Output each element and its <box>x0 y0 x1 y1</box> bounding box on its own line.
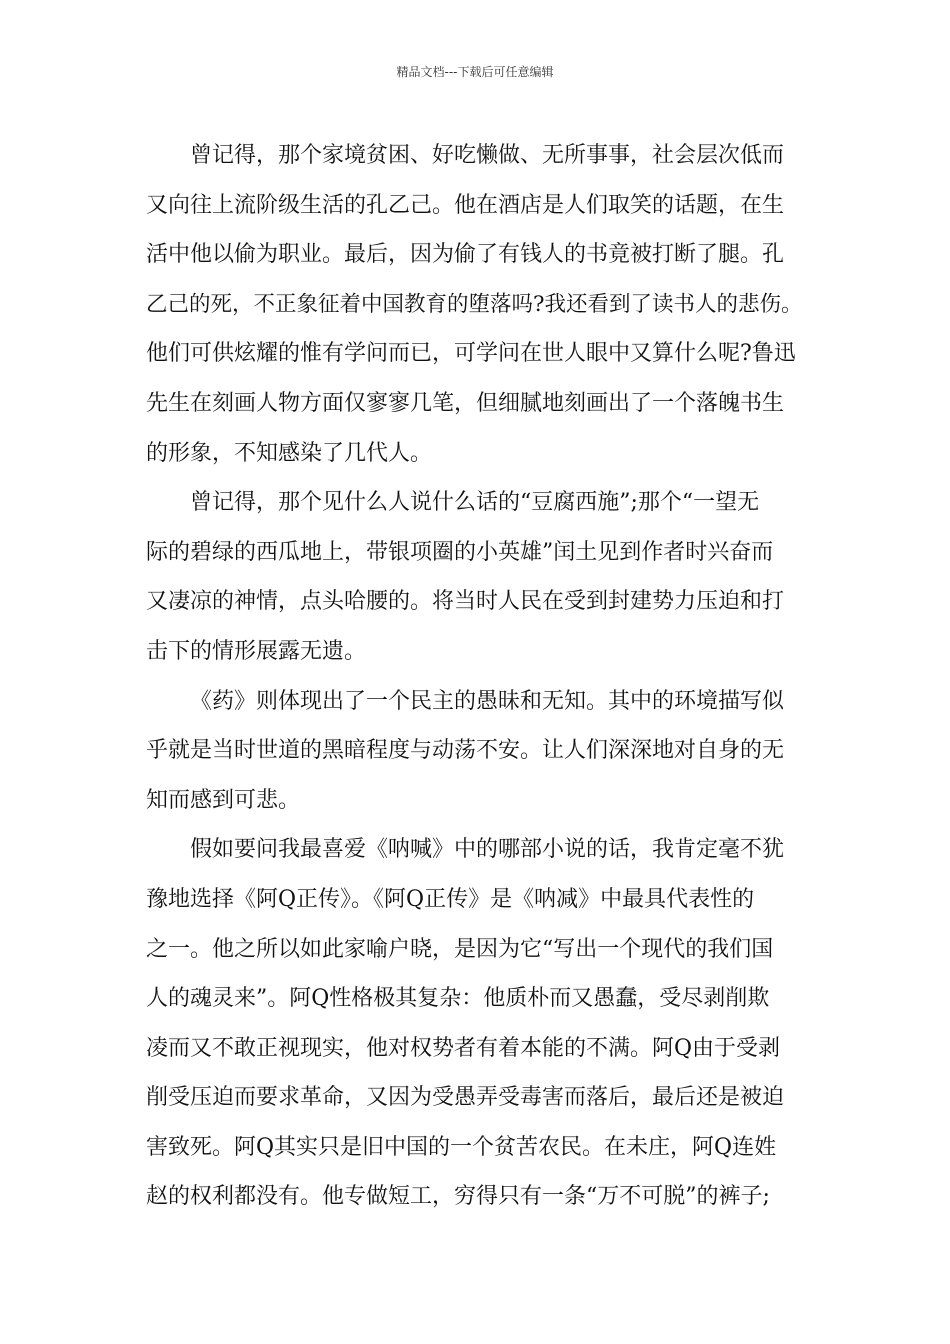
text-line: 乎就是当时世道的黑暗程度与动荡不安。让人们深深地对自身的无 <box>146 738 785 764</box>
text-line: 凌而又不敢正视现实，他对权势者有着本能的不满。阿Q由于受剥 <box>146 1035 781 1061</box>
text-line: 先生在刻画人物方面仅寥寥几笔，但细腻地刻画出了一个落魄书生 <box>146 390 785 416</box>
text-line: 假如要问我最喜爱《呐喊》中的哪部小说的话，我肯定毫不犹 <box>190 837 785 863</box>
text-line: 活中他以偷为职业。最后，因为偷了有钱人的书竟被打断了腿。孔 <box>146 242 785 268</box>
text-line: 豫地选择《阿Q正传》。《阿Q正传》是《呐减》中最具代表性的 <box>146 886 755 912</box>
text-line: 知而感到可悲。 <box>146 787 301 813</box>
text-line: 害致死。阿Q其实只是旧中国的一个贫苦农民。在未庄，阿Q连姓 <box>146 1134 777 1160</box>
text-line: 击下的情形展露无遗。 <box>146 638 367 664</box>
text-line: 又凄凉的神情，点头哈腰的。将当时人民在受到封建势力压迫和打 <box>146 589 785 615</box>
text-line: 削受压迫而要求革命，又因为受愚弄受毒害而落后，最后还是被迫 <box>146 1085 785 1111</box>
text-line: 《药》则体现出了一个民主的愚昧和无知。其中的环境描写似 <box>190 688 785 714</box>
text-line: 人的魂灵来”。阿Q性格极其复杂：他质朴而又愚蠢，受尽剥削欺 <box>146 986 770 1012</box>
text-line: 曾记得，那个见什么人说什么话的“豆腐西施”;那个“一望无 <box>190 490 760 516</box>
text-line: 曾记得，那个家境贫困、好吃懒做、无所事事，社会层次低而 <box>190 143 785 168</box>
text-line: 他们可供炫耀的惟有学问而已，可学问在世人眼中又算什么呢?鲁迅 <box>146 341 796 367</box>
text-line: 又向往上流阶级生活的孔乙己。他在酒店是人们取笑的话题，在生 <box>146 192 785 218</box>
text-line: 际的碧绿的西瓜地上，带银项圈的小英雄”闰土见到作者时兴奋而 <box>146 539 774 565</box>
document-body <box>146 131 806 1222</box>
text-line: 的形象，不知感染了几代人。 <box>146 440 433 466</box>
text-line: 之一。他之所以如此家喻户晓，是因为它“写出一个现代的我们国 <box>146 936 774 962</box>
text-line: 赵的权利都没有。他专做短工，穷得只有一条“万不可脱”的裤子; <box>146 1184 770 1210</box>
page-header: 精品文档---下载后可任意编辑 <box>396 65 554 79</box>
text-line: 乙己的死，不正象征着中国教育的堕落吗?我还看到了读书人的悲伤。 <box>146 291 803 317</box>
